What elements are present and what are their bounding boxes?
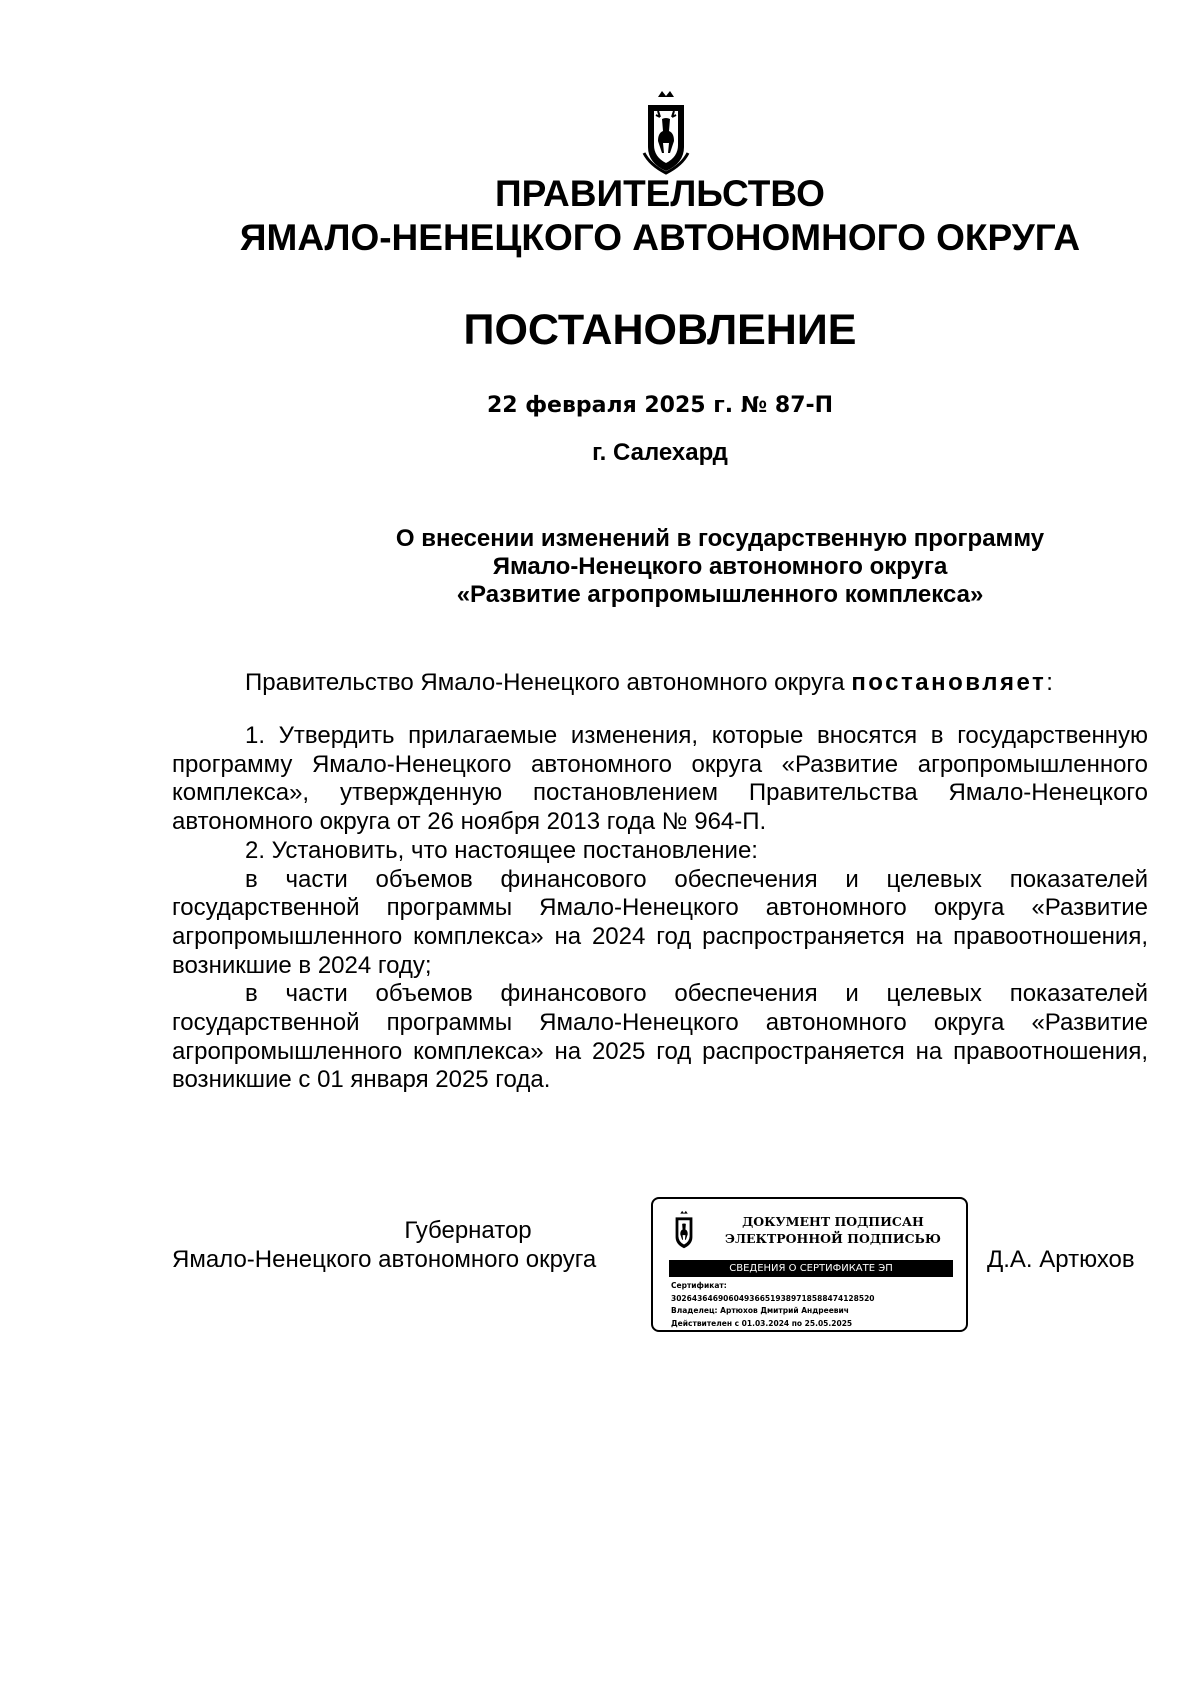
stamp-emblem-icon (669, 1209, 699, 1251)
stamp-title (713, 1213, 953, 1247)
paragraph-1: 1. Утвердить прилагаемые изменения, которые вносятся в государственную программу Ямало-Ненецкого автономного округа «Развитие агропромышленного комплекса», утвержденную постановлением Правительства Ямало-Ненецкого автономного округа от 26 ноября 2013 года № 964-П. (172, 722, 1148, 836)
document-body (172, 722, 1148, 1095)
paragraph-2: 2. Установить, что настоящее постановление: (245, 836, 758, 864)
stamp-cert-header: СВЕДЕНИЯ О СЕРТИФИКАТЕ ЭП (669, 1260, 953, 1277)
position-title: Губернатор (404, 1217, 532, 1244)
document-date-number: 22 февраля 2025 г. № 87-П (486, 393, 834, 418)
document-city: г. Салехард (592, 439, 728, 466)
stamp-cert-info (671, 1280, 961, 1330)
signer-name: Д.А. Артюхов (987, 1246, 1135, 1273)
preamble-text: Правительство Ямало-Ненецкого автономного округа (245, 669, 852, 696)
signer-position-line-2: Ямало-Ненецкого автономного округа (172, 1246, 597, 1273)
stamp-title-line-1: ДОКУМЕНТ ПОДПИСАН (742, 1214, 924, 1229)
subject-line: О внесении изменений в государственную программу (395, 525, 1045, 552)
stamp-title-line-2: ЭЛЕКТРОННОЙ ПОДПИСЬЮ (725, 1231, 941, 1246)
document-subject (300, 525, 1140, 609)
electronic-signature-stamp (651, 1197, 968, 1332)
organization-name-line-2: ЯМАЛО-НЕНЕЦКОГО АВТОНОМНОГО ОКРУГА (239, 217, 1081, 258)
subject-line: «Развитие агропромышленного комплекса» (456, 581, 984, 608)
preamble-tail: : (1046, 669, 1053, 696)
stamp-validity: Действителен с 01.03.2024 по 25.05.2025 (671, 1318, 853, 1328)
document-type-title: ПОСТАНОВЛЕНИЕ (463, 306, 857, 354)
coat-of-arms-icon (636, 87, 696, 177)
stamp-owner: Владелец: Артюхов Дмитрий Андреевич (671, 1306, 849, 1315)
paragraph-2-item-2: в части объемов финансового обеспечения и целевых показателей государственной программы Ямало-Ненецкого автономного округа «Развитие агропромышленного комплекса» на 2025 год распространяется на правоотношения, возникшие с 01 января 2025 года. (172, 980, 1148, 1094)
signer-position-line-1 (308, 1217, 628, 1245)
stamp-cert-number: 302643646906049366519389718588474128520 (671, 1293, 875, 1303)
organization-name-line-1: ПРАВИТЕЛЬСТВО (495, 173, 825, 214)
preamble (245, 669, 1053, 697)
paragraph-2-item-1: в части объемов финансового обеспечения и целевых показателей государственной программы Ямало-Ненецкого автономного округа «Развитие агропромышленного комплекса» на 2024 год распространяется на правоотношения, возникшие в 2024 году; (172, 865, 1148, 979)
subject-line: Ямало-Ненецкого автономного округа (492, 553, 948, 580)
preamble-verb: постановляет (851, 669, 1047, 696)
stamp-cert-label: Сертификат: (671, 1281, 727, 1290)
